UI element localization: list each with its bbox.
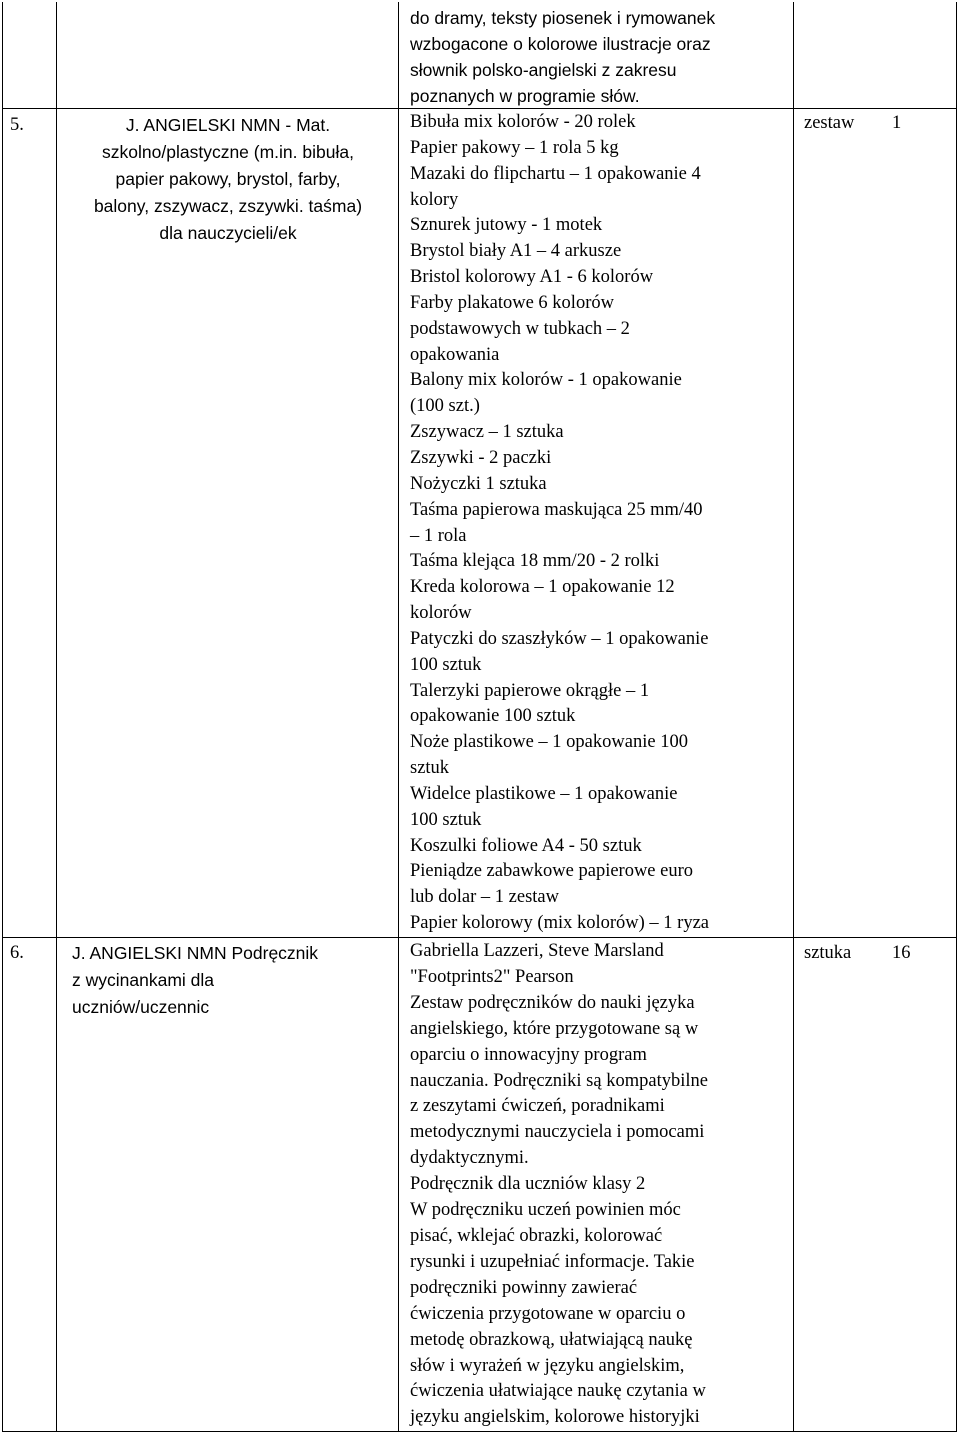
row-6-quantity: 16: [892, 943, 911, 963]
text-line: Gabriella Lazzeri, Steve Marsland: [410, 941, 664, 961]
text-line: rysunki i uzupełniać informacje. Takie: [410, 1251, 695, 1272]
text-line: Taśma papierowa maskująca 25 mm/40: [410, 499, 703, 520]
row-6-unit: sztuka: [804, 943, 852, 963]
text-line: Podręcznik dla uczniów klasy 2: [410, 1174, 646, 1195]
text-line: Balony mix kolorów - 1 opakowanie: [410, 370, 682, 391]
text-line: "Footprints2" Pearson: [410, 966, 574, 987]
text-line: do dramy, teksty piosenek i rymowanek: [410, 8, 716, 28]
row-6-item-name: [72, 940, 318, 1021]
row-5-unit: zestaw: [804, 113, 855, 133]
text-line: słów i wyrażeń w języku angielskim,: [410, 1355, 685, 1376]
text-line: podręczniki powinny zawierać: [410, 1277, 638, 1298]
text-line: opakowania: [410, 344, 500, 365]
text-line: angielskiego, które przygotowane są w: [410, 1018, 699, 1039]
text-line: Pieniądze zabawkowe papierowe euro: [410, 861, 694, 882]
text-line: J. ANGIELSKI NMN Podręcznik: [72, 943, 319, 963]
text-line: Sznurek jutowy - 1 motek: [410, 215, 603, 236]
text-line: – 1 rola: [410, 525, 467, 546]
row-5-description: [410, 110, 709, 937]
text-line: Zszywacz – 1 sztuka: [410, 422, 564, 443]
text-line: opakowanie 100 sztuk: [410, 706, 576, 727]
text-line: Noże plastikowe – 1 opakowanie 100: [410, 732, 688, 753]
text-line: uczniów/uczennic: [72, 997, 210, 1017]
text-line: J. ANGIELSKI NMN - Mat.: [125, 115, 331, 135]
text-line: z zeszytami ćwiczeń, poradnikami: [410, 1096, 665, 1117]
row-5-number: 5.: [10, 115, 24, 135]
text-line: 100 sztuk: [410, 654, 482, 675]
text-line: ćwiczenia ułatwiające naukę czytania w: [410, 1381, 706, 1402]
text-line: papier pakowy, brystol, farby,: [115, 169, 341, 189]
text-line: kolorów: [410, 603, 472, 624]
text-line: Farby plakatowe 6 kolorów: [410, 292, 614, 313]
text-line: (100 szt.): [410, 396, 480, 417]
text-line: W podręczniku uczeń powinien móc: [410, 1200, 681, 1221]
text-line: Mazaki do flipchartu – 1 opakowanie 4: [410, 163, 701, 184]
text-line: Papier kolorowy (mix kolorów) – 1 ryza: [410, 913, 710, 934]
text-line: nauczania. Podręczniki są kompatybilne: [410, 1070, 708, 1091]
text-line: Kreda kolorowa – 1 opakowanie 12: [410, 577, 675, 598]
text-line: Papier pakowy – 1 rola 5 kg: [410, 137, 619, 158]
column-divider-1: [56, 2, 57, 1432]
column-divider-2: [398, 2, 399, 1432]
text-line: słownik polsko-angielski z zakresu: [410, 60, 677, 80]
text-line: Widelce plastikowe – 1 opakowanie: [410, 783, 678, 804]
text-line: języku angielskim, kolorowe historyjki: [410, 1407, 700, 1428]
text-line: ćwiczenia przygotowane w oparciu o: [410, 1303, 686, 1324]
text-line: z wycinankami dla: [72, 970, 214, 990]
text-line: Nożyczki 1 sztuka: [410, 473, 547, 494]
row-divider-6: [2, 937, 957, 938]
text-line: Bibuła mix kolorów - 20 rolek: [410, 112, 636, 132]
text-line: Bristol kolorowy A1 - 6 kolorów: [410, 267, 654, 288]
text-line: Zszywki - 2 paczki: [410, 447, 552, 468]
text-line: Brystol biały A1 – 4 arkusze: [410, 241, 622, 262]
row-5-quantity: 1: [892, 113, 902, 133]
text-line: Zestaw podręczników do nauki języka: [410, 992, 695, 1013]
text-line: Patyczki do szaszłyków – 1 opakowanie: [410, 628, 709, 649]
text-line: oparciu o innowacyjny program: [410, 1044, 647, 1065]
text-line: pisać, wklejać obrazki, kolorować: [410, 1225, 663, 1246]
text-line: metodę obrazkową, ułatwiającą naukę: [410, 1329, 693, 1350]
text-line: dydaktycznymi.: [410, 1148, 529, 1169]
text-line: Koszulki foliowe A4 - 50 sztuk: [410, 835, 642, 856]
column-divider-3: [793, 2, 794, 1432]
text-line: szkolno/plastyczne (m.in. bibuła,: [102, 142, 354, 162]
text-line: sztuk: [410, 758, 450, 779]
row-5-item-name: [70, 112, 386, 247]
text-line: poznanych w programie słów.: [410, 86, 640, 106]
previous-row-description: [410, 5, 715, 109]
row-6-description: [410, 939, 708, 1431]
text-line: dla nauczycieli/ek: [159, 223, 297, 243]
text-line: lub dolar – 1 zestaw: [410, 887, 559, 908]
text-line: Talerzyki papierowe okrągłe – 1: [410, 680, 650, 701]
text-line: 100 sztuk: [410, 809, 482, 830]
text-line: kolory: [410, 189, 459, 210]
text-line: metodycznymi nauczyciela i pomocami: [410, 1122, 705, 1143]
row-6-number: 6.: [10, 943, 24, 963]
text-line: wzbogacone o kolorowe ilustracje oraz: [410, 34, 711, 54]
text-line: Taśma klejąca 18 mm/20 - 2 rolki: [410, 551, 660, 572]
text-line: podstawowych w tubkach – 2: [410, 318, 630, 339]
text-line: balony, zszywacz, zszywki. taśma): [93, 196, 363, 216]
